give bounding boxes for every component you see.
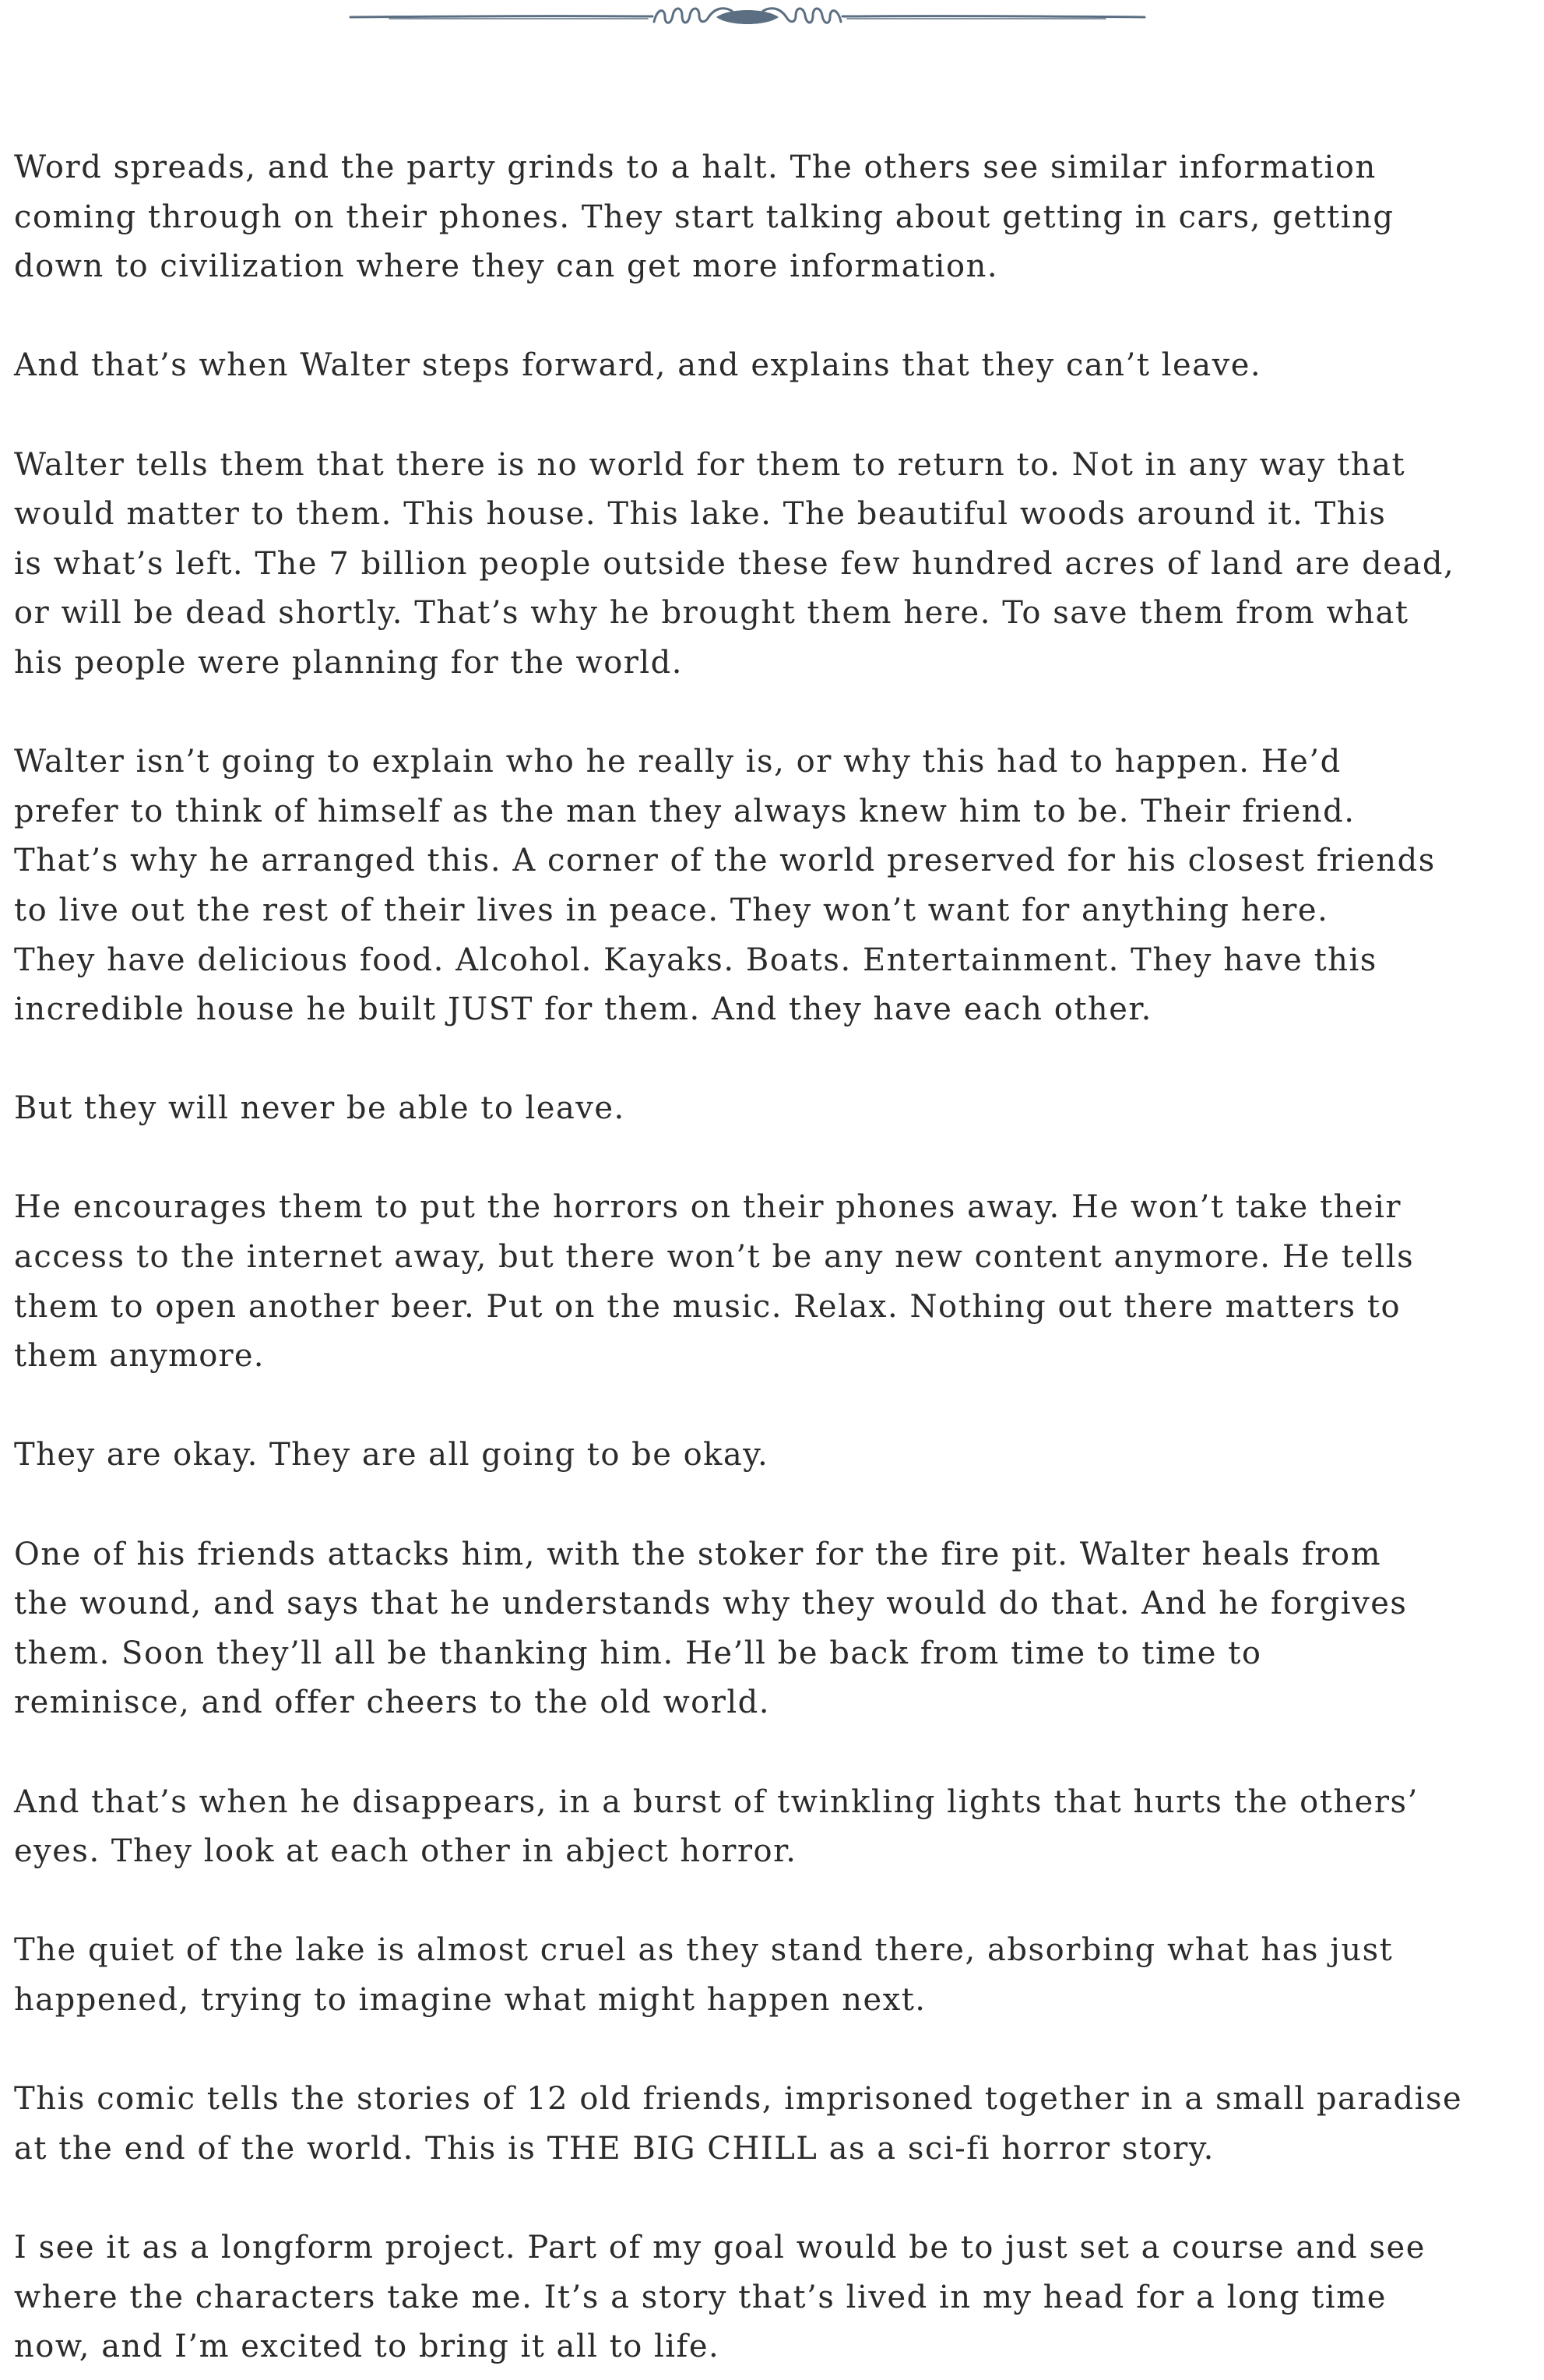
text-line: They have delicious food. Alcohol. Kayaks. Boats. Entertainment. They have this (14, 942, 1377, 978)
text-line: That’s why he arranged this. A corner of the world preserved for his closest friends (14, 843, 1436, 879)
text-line: He encourages them to put the horrors on their phones away. He won’t take their (14, 1189, 1402, 1226)
text-line: They are okay. They are all going to be okay. (14, 1437, 769, 1473)
text-line: I see it as a longform project. Part of my goal would be to just set a course and see (14, 2229, 1426, 2266)
text-line: prefer to think of himself as the man they always knew him to be. Their friend. (14, 793, 1356, 829)
text-line: And that’s when Walter steps forward, and explains that they can’t leave. (14, 347, 1262, 384)
text-line: down to civilization where they can get more information. (14, 248, 999, 285)
document-body (14, 143, 1532, 2372)
paragraph (14, 1084, 1532, 1134)
text-line: eyes. They look at each other in abject horror. (14, 1833, 797, 1870)
text-line: to live out the rest of their lives in peace. They won’t want for anything here. (14, 892, 1329, 928)
paragraph (14, 1778, 1532, 1877)
text-line: his people were planning for the world. (14, 644, 683, 681)
text-line: reminisce, and offer cheers to the old world. (14, 1685, 770, 1721)
text-line: And that’s when he disappears, in a burst of twinkling lights that hurts the others’ (14, 1783, 1419, 1820)
text-line: or will be dead shortly. That’s why he brought them here. To save them from what (14, 595, 1409, 632)
text-line: coming through on their phones. They start talking about getting in cars, getting (14, 199, 1395, 235)
text-line: now, and I’m excited to bring it all to life. (14, 2329, 720, 2365)
paragraph (14, 143, 1532, 292)
paragraph (14, 1183, 1532, 1381)
text-line: happened, trying to imagine what might happen next. (14, 1981, 927, 2018)
paragraph (14, 2075, 1532, 2174)
paragraph (14, 738, 1532, 1035)
decorative-flourish-icon (343, 0, 1152, 34)
text-line: But they will never be able to leave. (14, 1090, 625, 1127)
text-line: Walter tells them that there is no world for them to return to. Not in any way that (14, 446, 1406, 483)
text-line: The quiet of the lake is almost cruel as they stand there, absorbing what has just (14, 1932, 1394, 1969)
paragraph (14, 1431, 1532, 1480)
text-line: at the end of the world. This is THE BIG CHILL as a sci-fi horror story. (14, 2130, 1215, 2167)
text-line: incredible house he built JUST for them. And they have each other. (14, 991, 1152, 1028)
paragraph (14, 1530, 1532, 1728)
text-line: would matter to them. This house. This lake. The beautiful woods around it. This (14, 496, 1387, 533)
text-line: them anymore. (14, 1338, 265, 1375)
text-line: them. Soon they’ll all be thanking him. He’ll be back from time to time to (14, 1635, 1262, 1671)
text-line: the wound, and says that he understands why they would do that. And he forgives (14, 1586, 1408, 1622)
text-line: This comic tells the stories of 12 old friends, imprisoned together in a small paradise (14, 2081, 1463, 2118)
paragraph (14, 341, 1532, 391)
text-line: where the characters take me. It’s a story that’s lived in my head for a long time (14, 2279, 1387, 2315)
text-line: access to the internet away, but there won’t be any new content anymore. He tells (14, 1239, 1415, 1276)
paragraph (14, 441, 1532, 688)
text-line: Walter isn’t going to explain who he really is, or why this had to happen. He’d (14, 744, 1342, 780)
text-line: Word spreads, and the party grinds to a halt. The others see similar information (14, 150, 1377, 185)
text-line: them to open another beer. Put on the music. Relax. Nothing out there matters to (14, 1288, 1402, 1325)
text-line: is what’s left. The 7 billion people outside these few hundred acres of land are dead, (14, 545, 1455, 582)
text-line: One of his friends attacks him, with the stoker for the fire pit. Walter heals from (14, 1536, 1382, 1572)
paragraph (14, 1926, 1532, 2025)
paragraph (14, 2223, 1532, 2372)
